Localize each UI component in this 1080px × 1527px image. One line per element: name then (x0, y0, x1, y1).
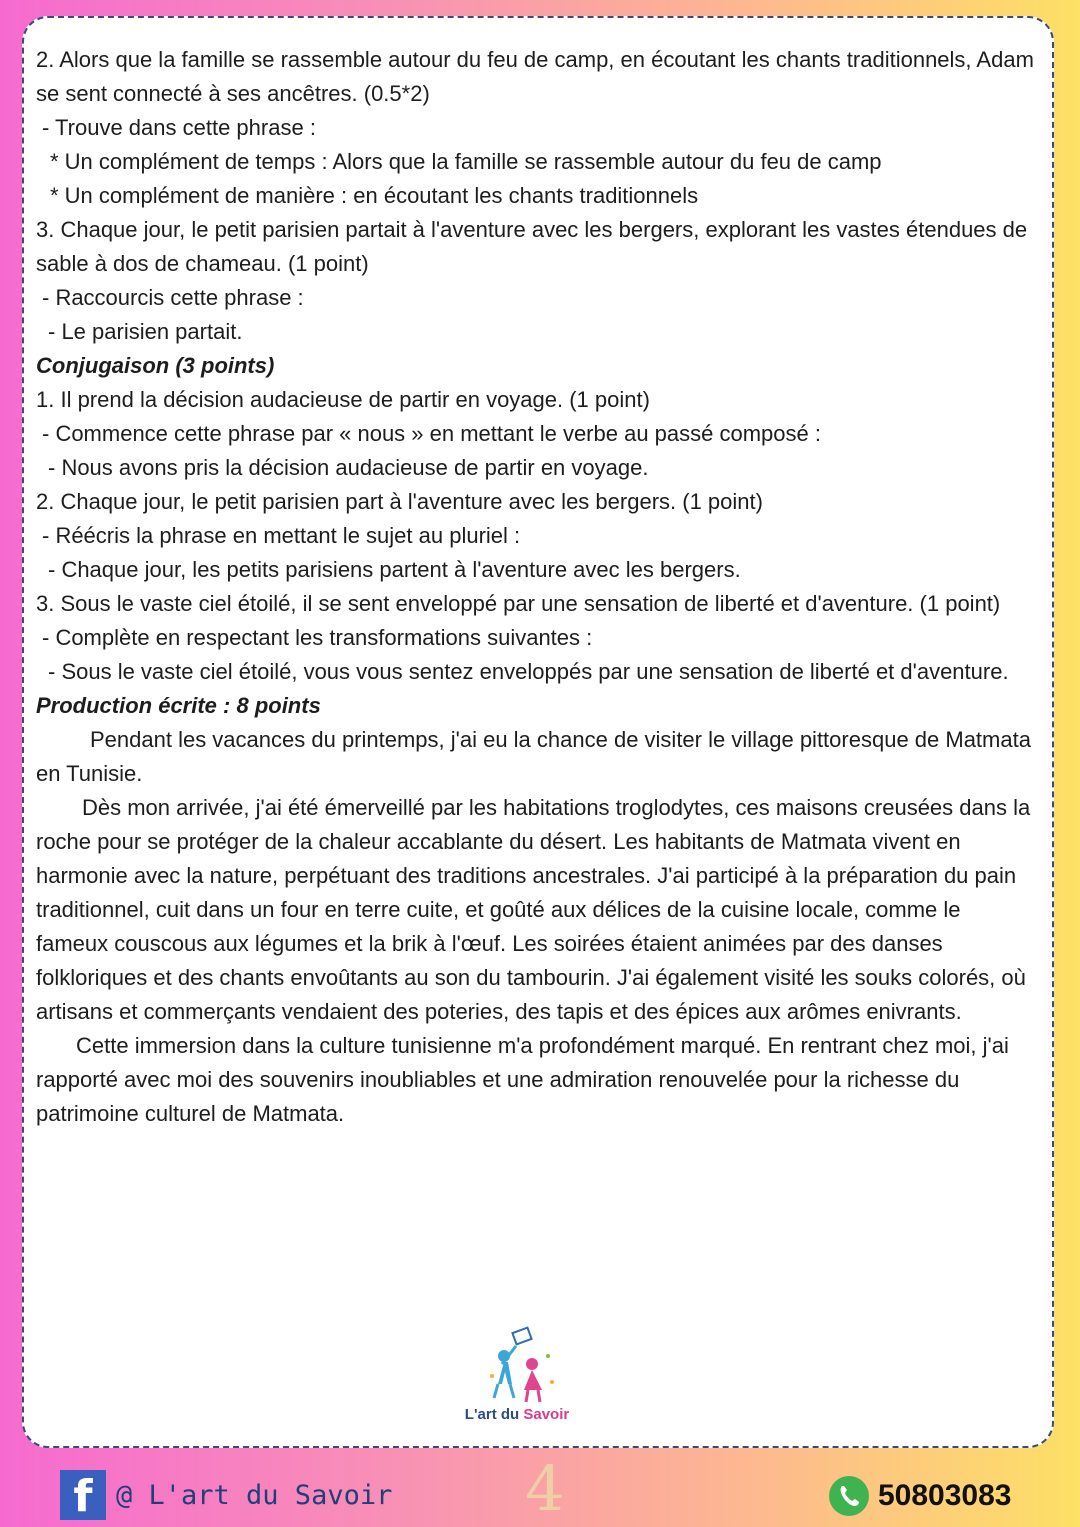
instruction: - Commence cette phrase par « nous » en mettant le verbe au passé composé : (42, 421, 821, 446)
answer: - Chaque jour, les petits parisiens partent à l'aventure avec les bergers. (48, 557, 741, 582)
instruction: - Complète en respectant les transformations suivantes : (42, 625, 593, 650)
page-number: 4 (525, 1452, 565, 1525)
children-reading-icon (452, 1326, 582, 1406)
facebook-icon: f (60, 1470, 106, 1520)
facebook-handle: @ L'art du Savoir (116, 1479, 393, 1511)
phone-contact[interactable] (828, 1474, 1011, 1518)
conj-question-3: 3. Sous le vaste ciel étoilé, il se sent enveloppé par une sensation de liberté et d'aventure. (1 point) (36, 591, 1001, 616)
question-3: 3. Chaque jour, le petit parisien partait à l'aventure avec les bergers, explorant les vastes étendues de sable à dos de chameau. (1 point) (36, 217, 1028, 276)
document-body (36, 43, 1036, 1131)
section-title-conjugaison: Conjugaison (3 points) (36, 353, 275, 378)
paragraph: Cette immersion dans la culture tunisienne m'a profondément marqué. En rentrant chez moi, j'ai rapporté avec moi des souvenirs inoubliables et une admiration renouvelée pour la richesse du patrimoine culturel de Matmata. (36, 1033, 1009, 1126)
conj-question-1: 1. Il prend la décision audacieuse de partir en voyage. (1 point) (36, 387, 650, 412)
instruction: - Raccourcis cette phrase : (42, 285, 304, 310)
answer: * Un complément de manière : en écoutant les chants traditionnels (50, 183, 699, 208)
answer: * Un complément de temps : Alors que la famille se rassemble autour du feu de camp (50, 149, 882, 174)
section-title-production: Production écrite : 8 points (36, 693, 321, 718)
question-2: 2. Alors que la famille se rassemble autour du feu de camp, en écoutant les chants traditionnels, Adam se sent connecté à ses ancêtres. (0.5*2) (36, 47, 1034, 106)
brand-name: L'art du Savoir (464, 1406, 570, 1423)
paragraph: Dès mon arrivée, j'ai été émerveillé par les habitations troglodytes, ces maisons creusées dans la roche pour se protéger de la chaleur accablante du désert. Les habitants de Matmata vivent en harmonie avec la nature, perpétuant des traditions ancestrales. J'ai participé à la préparation du pain traditionnel, cuit dans un four en terre cuite, et goûté aux délices de la cuisine locale, comme le fameux couscous aux légumes et la brik à l'œuf. Les soirées étaient animées par des danses folkloriques et des chants envoûtants au son du tambourin. J'ai également visité les souks colorés, où artisans et commerçants vendaient des poteries, des tapis et des épices aux arômes enivrants. (36, 795, 1031, 1024)
answer: - Sous le vaste ciel étoilé, vous vous sentez enveloppés par une sensation de liberté et d'aventure. (48, 659, 1009, 684)
instruction: - Réécris la phrase en mettant le sujet au pluriel : (42, 523, 521, 548)
whatsapp-icon (828, 1475, 870, 1517)
instruction: - Trouve dans cette phrase : (42, 115, 316, 140)
answer: - Le parisien partait. (48, 319, 243, 344)
phone-number: 50803083 (878, 1479, 1012, 1512)
answer: - Nous avons pris la décision audacieuse de partir en voyage. (48, 455, 649, 480)
paragraph: Pendant les vacances du printemps, j'ai eu la chance de visiter le village pittoresque de Matmata en Tunisie. (36, 727, 1031, 786)
facebook-link[interactable] (60, 1470, 392, 1520)
conj-question-2: 2. Chaque jour, le petit parisien part à l'aventure avec les bergers. (1 point) (36, 489, 763, 514)
brand-logo (452, 1326, 582, 1432)
